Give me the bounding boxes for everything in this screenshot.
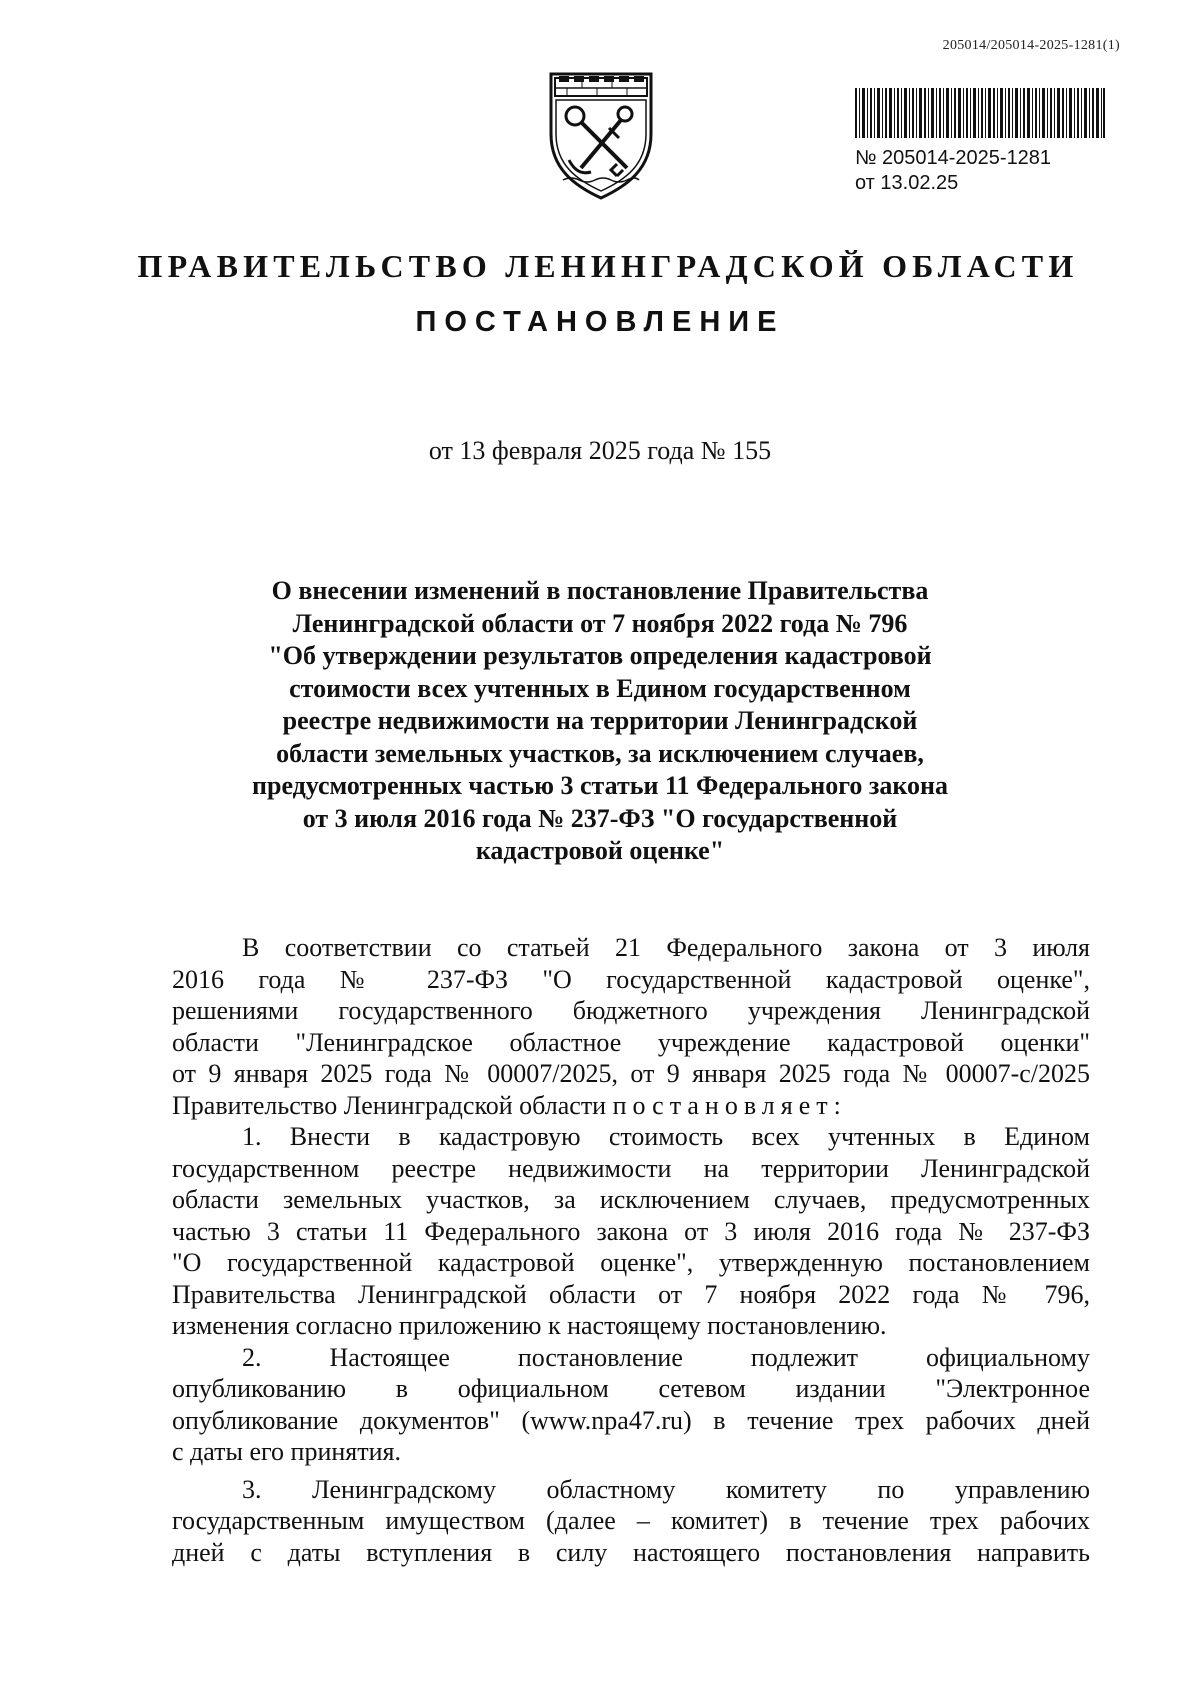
subject-line: стоимости всех учтенных в Едином государственном [289,673,911,703]
document-subject [220,575,980,868]
government-title: ПРАВИТЕЛЬСТВО ЛЕНИНГРАДСКОЙ ОБЛАСТИ [137,248,1079,284]
enacting-verb: постановляет: [612,1090,847,1120]
body-line: Правительства Ленинградской области от 7 ноября 2022 года № 796, [172,1279,1090,1309]
enacting-subject: Правительство Ленинградской области [172,1090,613,1120]
body-line: В соответствии со статьей 21 Федерального закона от 3 июля [242,933,1090,962]
document-date-number: от 13 февраля 2025 года № 155 [428,436,772,465]
body-line: от 9 января 2025 года № 00007/2025, от 9 января 2025 года № 00007-с/2025 [172,1059,1090,1088]
registration-date: от 13.02.25 [855,172,959,194]
body-line: области "Ленинградское областное учреждение кадастровой оценки" [172,1027,1090,1057]
body-line: 2. Настоящее постановление подлежит официальному [242,1342,1090,1372]
subject-line: реестре недвижимости на территории Ленинградской [282,706,918,735]
subject-line: от 3 июля 2016 года № 237-ФЗ "О государственной [302,803,898,833]
document-reference-code: 205014/205014-2025-1281(1) [942,38,1120,53]
body-line: 3. Ленинградскому областному комитету по управлению [242,1474,1090,1504]
body-line: с даты его принятия. [172,1437,401,1466]
leningrad-oblast-coat-of-arms-icon [547,64,655,200]
body-line [172,1090,1090,1122]
body-line: государственном реестре недвижимости на территории Ленинградской [172,1153,1090,1183]
subject-line: О внесении изменений в постановление Правительства [271,576,929,605]
body-line: области земельных участков, за исключением случаев, предусмотренных [172,1185,1090,1214]
subject-line: Ленинградской области от 7 ноября 2022 года № 796 [292,608,908,638]
body-line: 2016 года № 237-ФЗ "О государственной кадастровой оценке", [172,964,1090,994]
registration-block [855,88,1110,196]
subject-line: "Об утверждении результатов определения кадастровой [268,641,932,670]
body-line: решениями государственного бюджетного учреждения Ленинградской [172,996,1090,1025]
body-line: государственным имуществом (далее – комитет) в течение трех рабочих [172,1506,1090,1535]
body-line: опубликованию в официальном сетевом издании "Электронное [172,1374,1090,1403]
document-type-title: ПОСТАНОВЛЕНИЕ [415,306,785,338]
barcode-icon [855,88,1105,138]
registration-number: № 205014-2025-1281 [855,147,1052,169]
body-line: частью 3 статьи 11 Федерального закона от 3 июля 2016 года № 237-ФЗ [172,1216,1090,1246]
subject-line: области земельных участков, за исключением случаев, [276,738,924,768]
subject-line: предусмотренных частью 3 статьи 11 Федерального закона [252,771,948,800]
body-line: дней с даты вступления в силу настоящего постановления направить [172,1537,1090,1567]
subject-line: кадастровой оценке" [475,836,725,865]
body-line: изменения согласно приложению к настоящему постановлению. [172,1311,887,1340]
body-line: 1. Внести в кадастровую стоимость всех учтенных в Едином [242,1122,1090,1151]
document-body [172,932,1090,1568]
body-line: опубликование документов" (www.npa47.ru) в течение трех рабочих дней [172,1405,1090,1435]
body-line: "О государственной кадастровой оценке", утвержденную постановлением [172,1248,1090,1277]
